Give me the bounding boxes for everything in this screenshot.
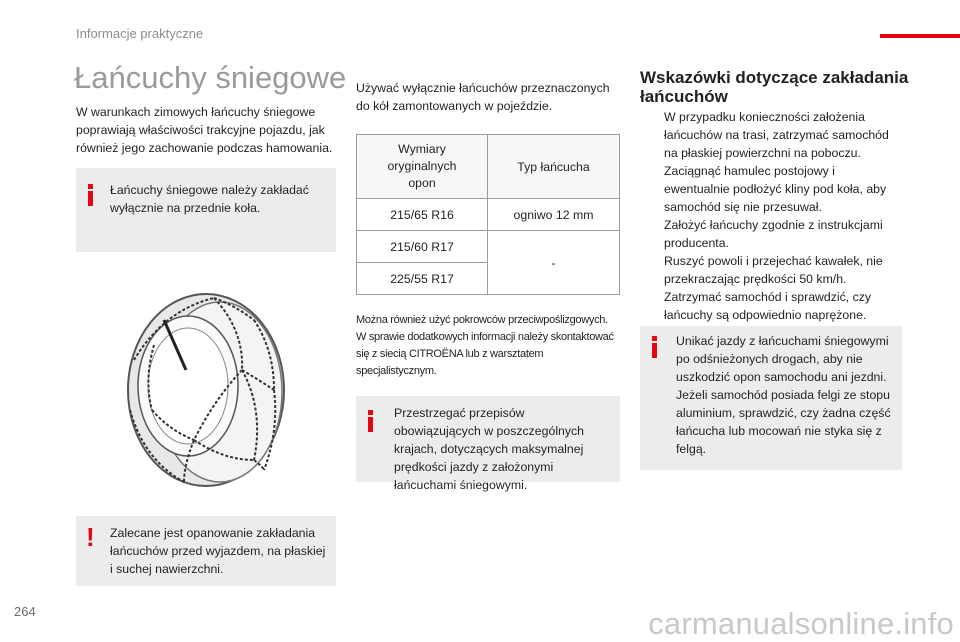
info-icon: [366, 410, 376, 432]
cover-note: Można również użyć pokrowców przeciwpoślizgowych. W sprawie dodatkowych informacji należy skontaktować się z siecią CITROËNA lub z warsztatem specjalistycznym.: [356, 314, 614, 377]
info-box-alloy-wheels: [640, 326, 902, 470]
table-cell-size: 215/65 R16: [357, 199, 488, 231]
table-cell-chain: -: [488, 231, 620, 295]
tire-size-table: [356, 134, 620, 295]
running-header: Informacje praktyczne: [76, 26, 204, 41]
usage-paragraph: Używać wyłącznie łańcuchów przeznaczonych do kół zamontowanych w pojeździe.: [356, 81, 610, 113]
steps-list: [640, 108, 902, 324]
table-cell-size: 225/55 R17: [357, 263, 488, 295]
table-cell-size: 215/60 R17: [357, 231, 488, 263]
info-box-front-wheels: [76, 168, 336, 252]
list-item: Założyć łańcuchy zgodnie z instrukcjami producenta.: [664, 218, 883, 250]
intro-paragraph: W warunkach zimowych łańcuchy śniegowe poprawiają właściwości trakcyjne pojazdu, jak również jego zachowanie podczas hamowania.: [76, 105, 333, 155]
info-box-regulations: [356, 396, 620, 492]
table-row: [357, 199, 620, 231]
info-icon: [86, 184, 96, 206]
info-regulations-text: Przestrzegać przepisów obowiązujących w poszczególnych krajach, dotyczących maksymalnej prędkości jazdy z założonymi łańcuchami śniegowymi.: [394, 406, 585, 492]
table-cell-chain: ogniwo 12 mm: [488, 199, 620, 231]
table-header-size: Wymiary oryginalnych opon: [357, 135, 488, 199]
list-item: Zatrzymać samochód i sprawdzić, czy łańcuchy są odpowiednio naprężone.: [664, 290, 872, 322]
warning-box: [76, 516, 336, 586]
page-number: 264: [14, 604, 36, 619]
info-front-text: Łańcuchy śniegowe należy zakładać wyłącznie na przednie koła.: [110, 183, 309, 215]
warning-text: Zalecane jest opanowanie zakładania łańcuchów przed wyjazdem, na płaskiej i suchej nawierzchni.: [110, 526, 326, 576]
list-item: Ruszyć powoli i przejechać kawałek, nie przekraczając prędkości 50 km/h.: [664, 254, 883, 286]
header-accent-bar: [880, 34, 960, 38]
section-title: Wskazówki dotyczące zakładania łańcuchów: [640, 68, 909, 106]
page-title: Łańcuchy śniegowe: [74, 60, 347, 95]
info-icon: [650, 336, 660, 358]
info-alloy-text: Unikać jazdy z łańcuchami śniegowymi po odśnieżonych drogach, aby nie uszkodzić opon samochodu ani jezdni. Jeżeli samochód posiada felgi ze stopu aluminium, sprawdzić, czy żadna część łańcucha lub mocowań nie styka się z felgą.: [676, 334, 891, 456]
table-header-chain: Typ łańcucha: [488, 135, 620, 199]
tire-chain-illustration: [124, 290, 294, 490]
list-item: W przypadku konieczności założenia łańcuchów na trasi, zatrzymać samochód na płaskiej powierzchni na poboczu.: [664, 110, 889, 160]
list-item: Zaciągnąć hamulec postojowy i ewentualnie podłożyć kliny pod koła, aby samochód się nie przesuwał.: [664, 164, 887, 214]
warning-exclamation-icon: !: [86, 522, 95, 552]
table-row: [357, 231, 620, 263]
watermark: carmanualsonline.info: [648, 606, 954, 641]
